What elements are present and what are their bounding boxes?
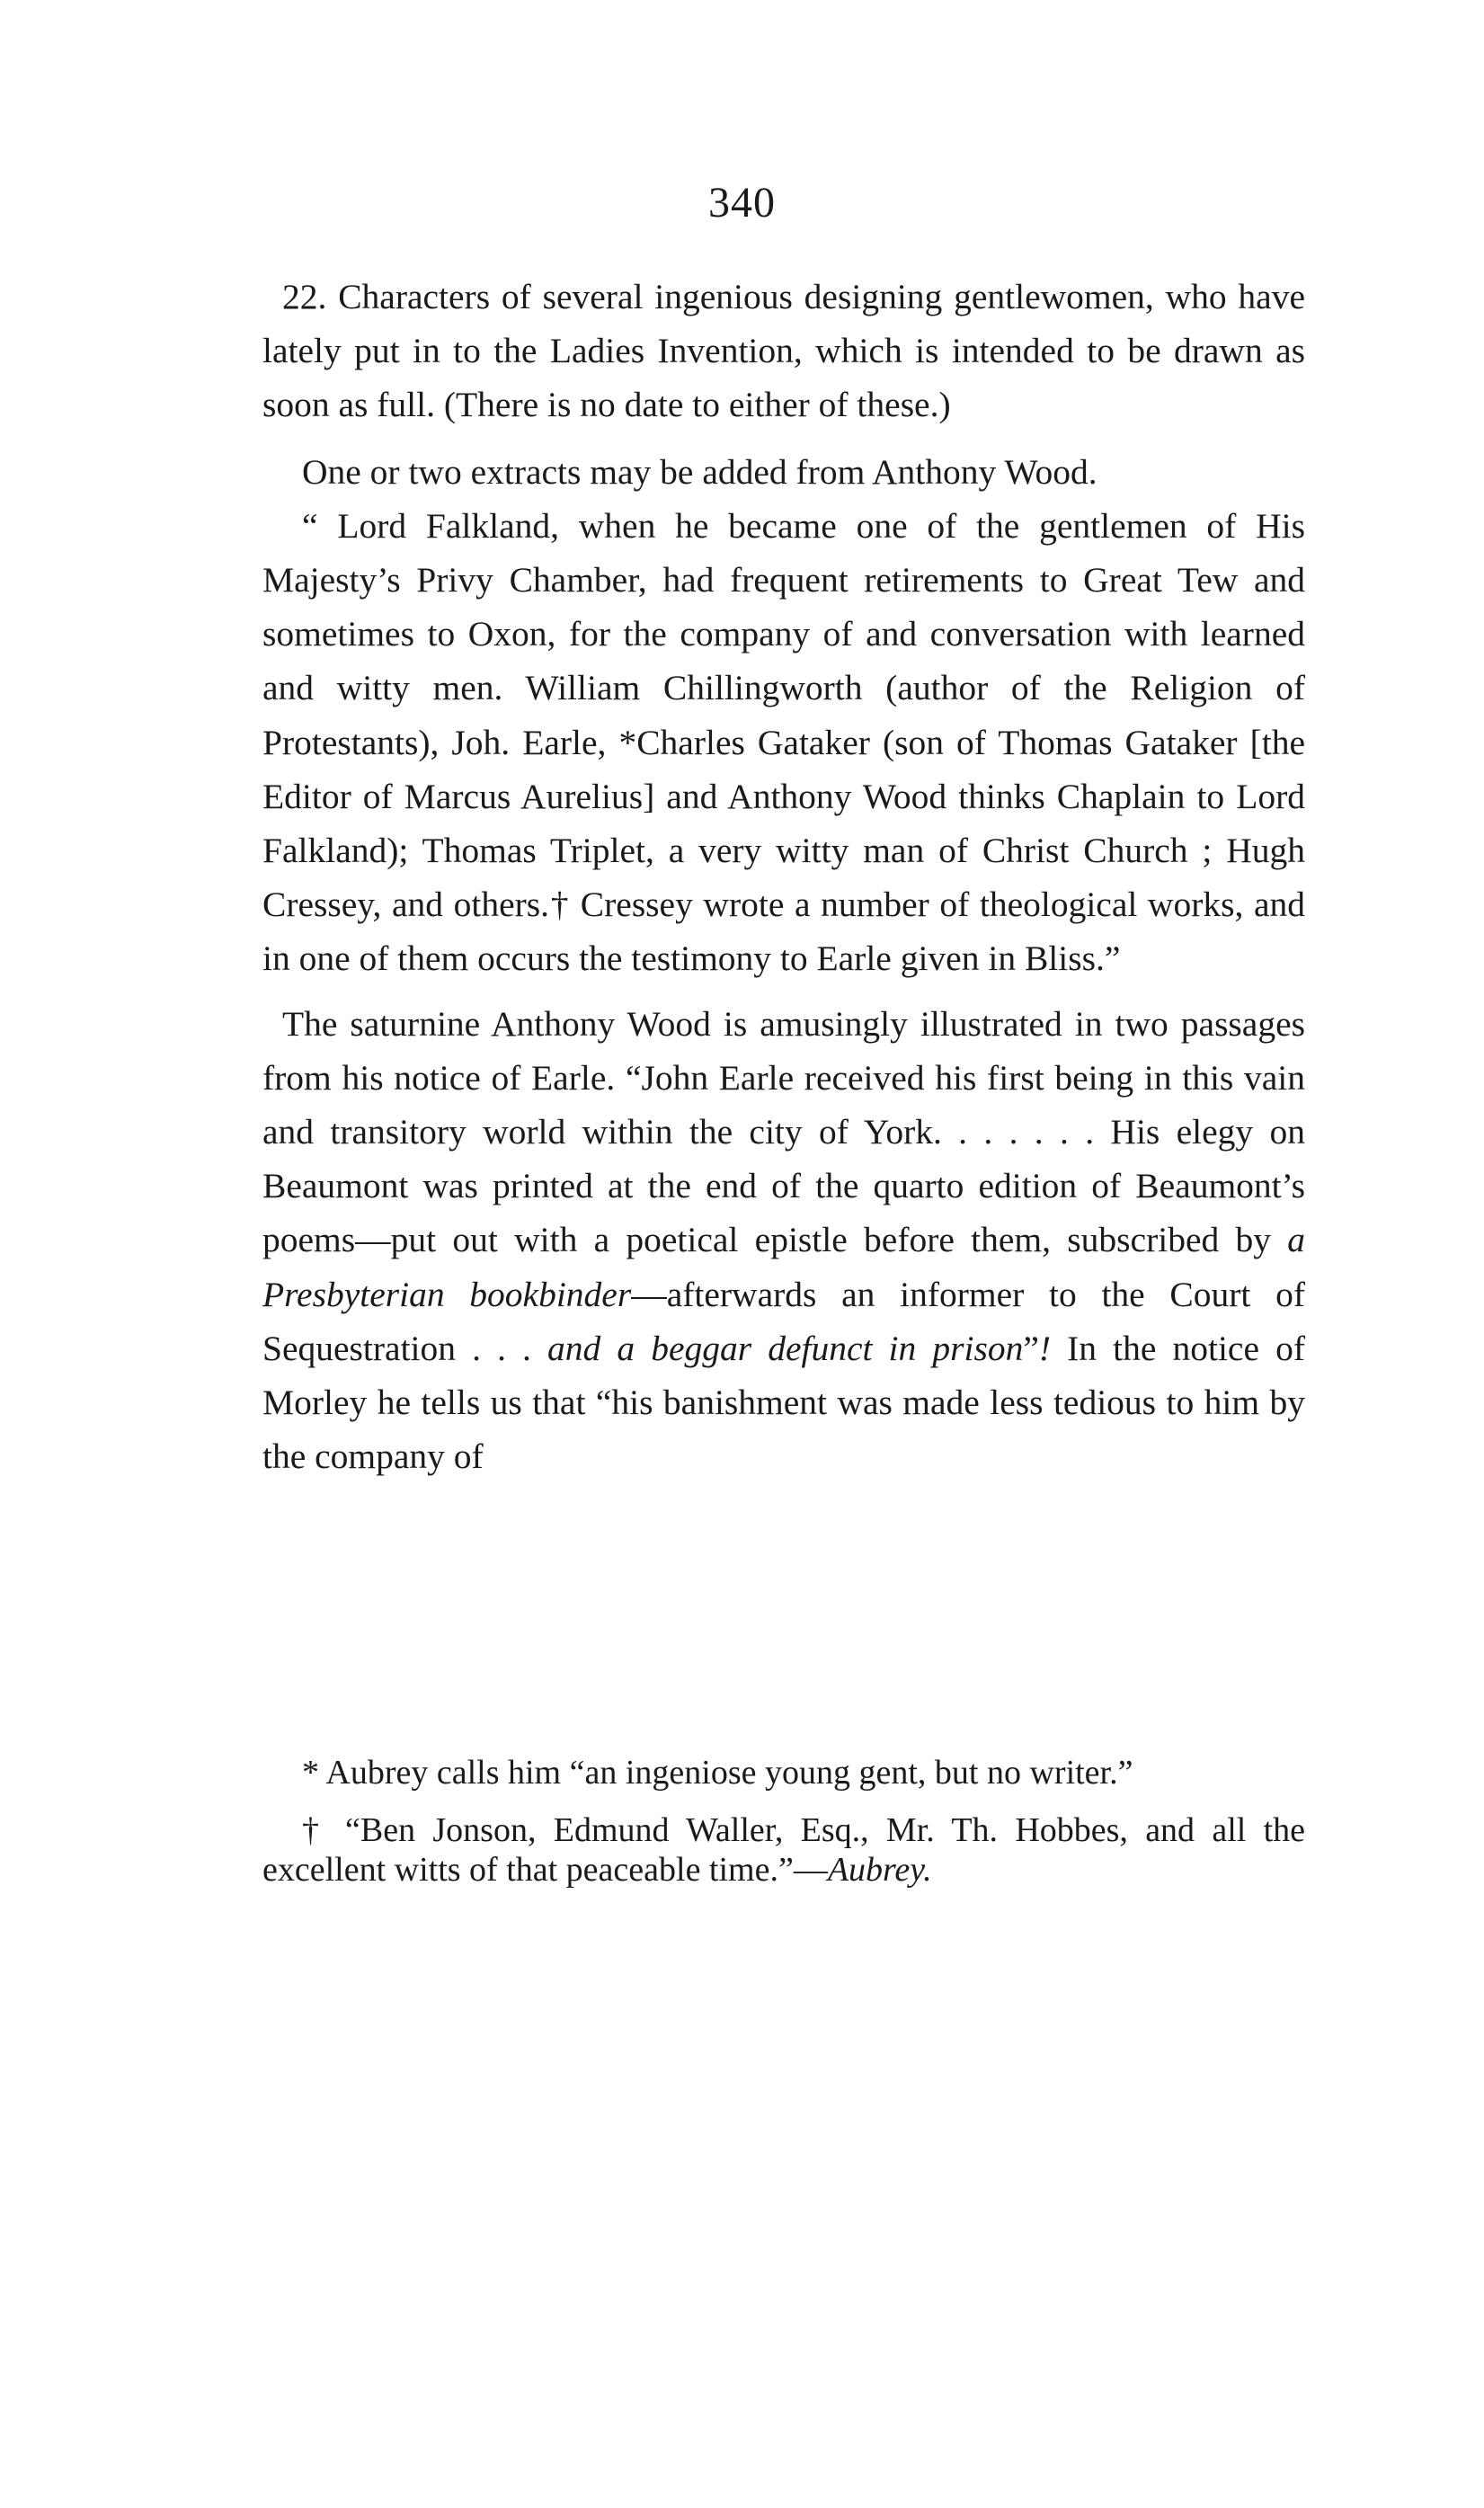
footnote-dagger-italic: Aubrey. xyxy=(827,1851,932,1889)
wood-text-3: ” xyxy=(1023,1328,1039,1368)
wood-text-2: —afterwards an informer to the Court of Sequestration . . . xyxy=(262,1274,1306,1368)
footnotes xyxy=(262,1753,1305,1908)
intro-paragraph: One or two extracts may be added from Anthony Wood. xyxy=(302,451,1097,492)
main-text xyxy=(262,270,1305,1483)
footnote-dagger-text: † “Ben Jonson, Edmund Waller, Esq., Mr. Th. Hobbes, and all the excellent witts of that peaceable time.”— xyxy=(262,1811,1305,1889)
footnote-star: * Aubrey calls him “an ingeniose young gent, but no writer.” xyxy=(302,1754,1133,1792)
wood-italic-1: a Presbyterian bookbinder xyxy=(262,1220,1305,1314)
page-number: 340 xyxy=(708,179,776,227)
item-22-paragraph: 22. Characters of several ingenious designing gentlewomen, who have lately put in to the Ladies Invention, which is intended to be drawn as soon as full. (There is no date to either of these.) xyxy=(262,277,1305,425)
wood-italic-3: ! xyxy=(1038,1328,1052,1368)
wood-text-4: In the notice of Morley he tells us that “his banishment was made less tedious to him by the company of xyxy=(262,1328,1305,1477)
wood-italic-2: and a beggar defunct in prison xyxy=(547,1328,1024,1368)
falkland-quote-paragraph: “ Lord Falkland, when he became one of the gentlemen of His Majesty’s Privy Chamber, had frequent retirements to Great Tew and sometimes to Oxon, for the company of and conversation with learned and witty men. William Chillingworth (author of the Religion of Protestants), Joh. Earle, *Charles Gataker (son of Thomas Gataker [the Editor of Marcus Aurelius] and Anthony Wood thinks Chaplain to Lord Falkland); Thomas Triplet, a very witty man of Christ Church ; Hugh Cressey, and others.† Cressey wrote a number of theological works, and in one of them occurs the testimony to Earle given in Bliss.” xyxy=(262,505,1305,979)
wood-text-1: The saturnine Anthony Wood is amusingly illustrated in two passages from his notice of Earle. “John Earle received his first being in this vain and transitory world within the city of York. . . . . . . His elegy on Beaumont was printed at the end of the quarto edition of Beaumont’s poems—put out with a poetical epistle before them, subscribed by xyxy=(262,1003,1305,1260)
wood-paragraph xyxy=(262,997,1305,1484)
footnote-dagger xyxy=(262,1810,1305,1890)
